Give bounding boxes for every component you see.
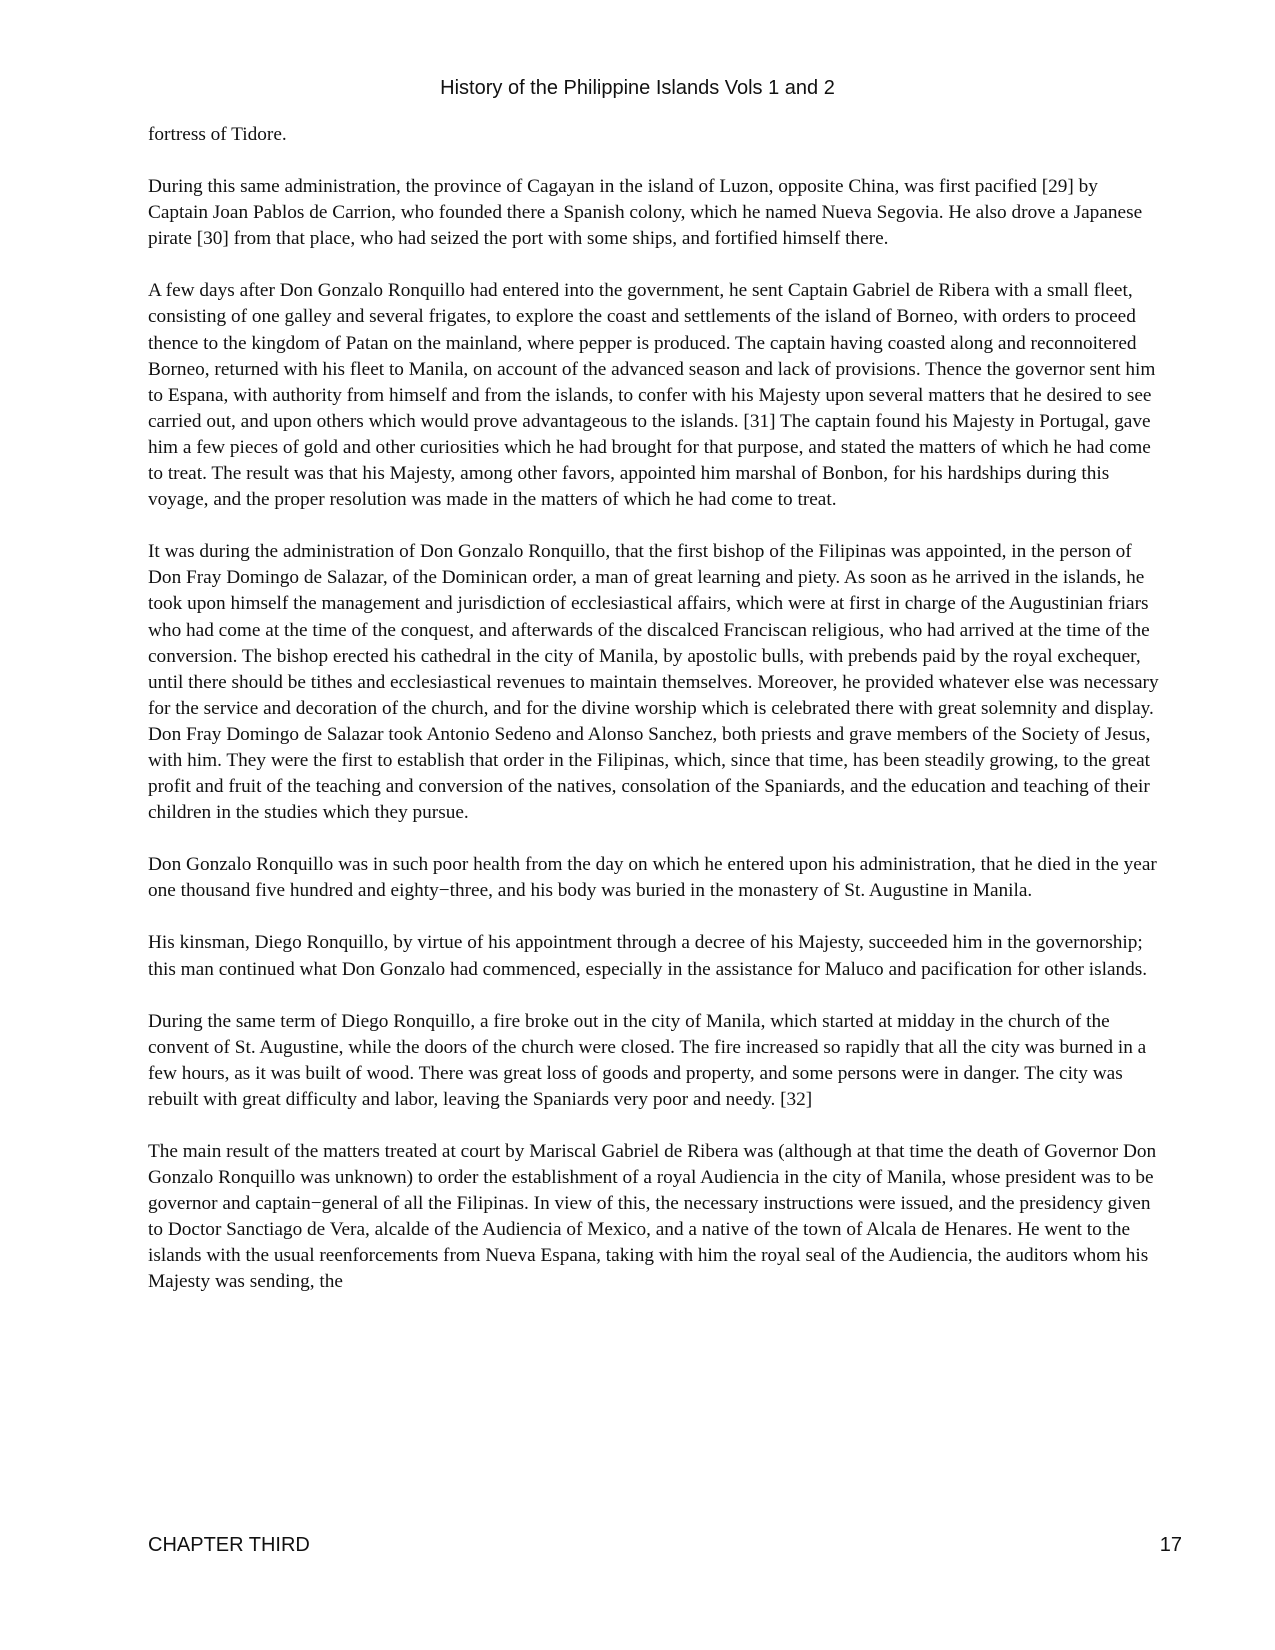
paragraph-cagayan: During this same administration, the province of Cagayan in the island of Luzon, opposite China, was first pacified [29] by Captain Joan Pablos de Carrion, who founded there a Spanish colony, which he named Nueva Segovia. He also drove a Japanese pirate [30] from that place, who had seized the port with some ships, and fortified himself there. xyxy=(148,176,1143,250)
footer-page-number: 17 xyxy=(1159,1534,1182,1556)
footer-chapter: CHAPTER THIRD xyxy=(148,1534,310,1556)
paragraph-manila-fire: During the same term of Diego Ronquillo, a fire broke out in the city of Manila, which started at midday in the church of the convent of St. Augustine, while the doors of the church were closed. The fire increased so rapidly that all the city was burned in a few hours, as it was built of wood. There was great loss of goods and property, and some persons were in danger. The city was rebuilt with great difficulty and labor, leaving the Spaniards very poor and needy. [32] xyxy=(148,1010,1147,1110)
paragraph-ronquillo-death: Don Gonzalo Ronquillo was in such poor health from the day on which he entered upon his administration, that he died in the year one thousand five hundred and eighty−three, and his body was buried in the monastery of St. Augustine in Manila. xyxy=(148,854,1157,902)
paragraph-continuation: fortress of Tidore. xyxy=(148,124,287,145)
page-header-title: History of the Philippine Islands Vols 1 and 2 xyxy=(440,77,835,99)
paragraph-ribera-fleet: A few days after Don Gonzalo Ronquillo had entered into the government, he sent Captain Gabriel de Ribera with a small fleet, consisting of one galley and several frigates, to explore the coast and settlements of the island of Borneo, with orders to proceed thence to the kingdom of Patan on the mainland, where pepper is produced. The captain having coasted along and reconnoitered Borneo, returned with his fleet to Manila, on account of the advanced season and lack of provisions. Thence the governor sent him to Espana, with authority from himself and from the islands, to confer with his Majesty upon several matters that he desired to see carried out, and upon others which would prove advantageous to the islands. [31] The captain found his Majesty in Portugal, gave him a few pieces of gold and other curiosities which he had brought for that purpose, and stated the matters of which he had come to treat. The result was that his Majesty, among other favors, appointed him marshal of Bonbon, for his hardships during this voyage, and the proper resolution was made in the matters of which he had come to treat. xyxy=(148,280,1156,511)
paragraph-first-bishop: It was during the administration of Don Gonzalo Ronquillo, that the first bishop of the Filipinas was appointed, in the person of Don Fray Domingo de Salazar, of the Dominican order, a man of great learning and piety. As soon as he arrived in the islands, he took upon himself the management and jurisdiction of ecclesiastical affairs, which were at first in charge of the Augustinian friars who had come at the time of the conquest, and afterwards of the discalced Franciscan religious, who had arrived at the time of the conversion. The bishop erected his cathedral in the city of Manila, by apostolic bulls, with prebends paid by the royal exchequer, until there should be tithes and ecclesiastical revenues to maintain themselves. Moreover, he provided whatever else was necessary for the service and decoration of the church, and for the divine worship which is celebrated there with great solemnity and display. Don Fray Domingo de Salazar took Antonio Sedeno and Alonso Sanchez, both priests and grave members of the Society of Jesus, with him. They were the first to establish that order in the Filipinas, which, since that time, has been steadily growing, to the great profit and fruit of the teaching and conversion of the natives, consolation of the Spaniards, and the education and teaching of their children in the studies which they pursue. xyxy=(148,541,1159,824)
paragraph-audiencia: The main result of the matters treated at court by Mariscal Gabriel de Ribera was (although at that time the death of Governor Don Gonzalo Ronquillo was unknown) to order the establishment of a royal Audiencia in the city of Manila, whose president was to be governor and captain−general of all the Filipinas. In view of this, the necessary instructions were issued, and the presidency given to Doctor Sanctiago de Vera, alcalde of the Audiencia of Mexico, and a native of the town of Alcala de Henares. He went to the islands with the usual reenforcements from Nueva Espana, taking with him the royal seal of the Audiencia, the auditors whom his Majesty was sending, the xyxy=(148,1141,1157,1293)
body-text xyxy=(148,122,1160,1322)
paragraph-diego-ronquillo: His kinsman, Diego Ronquillo, by virtue of his appointment through a decree of his Majesty, succeeded him in the governorship; this man continued what Don Gonzalo had commenced, especially in the assistance for Maluco and pacification for other islands. xyxy=(148,932,1148,980)
